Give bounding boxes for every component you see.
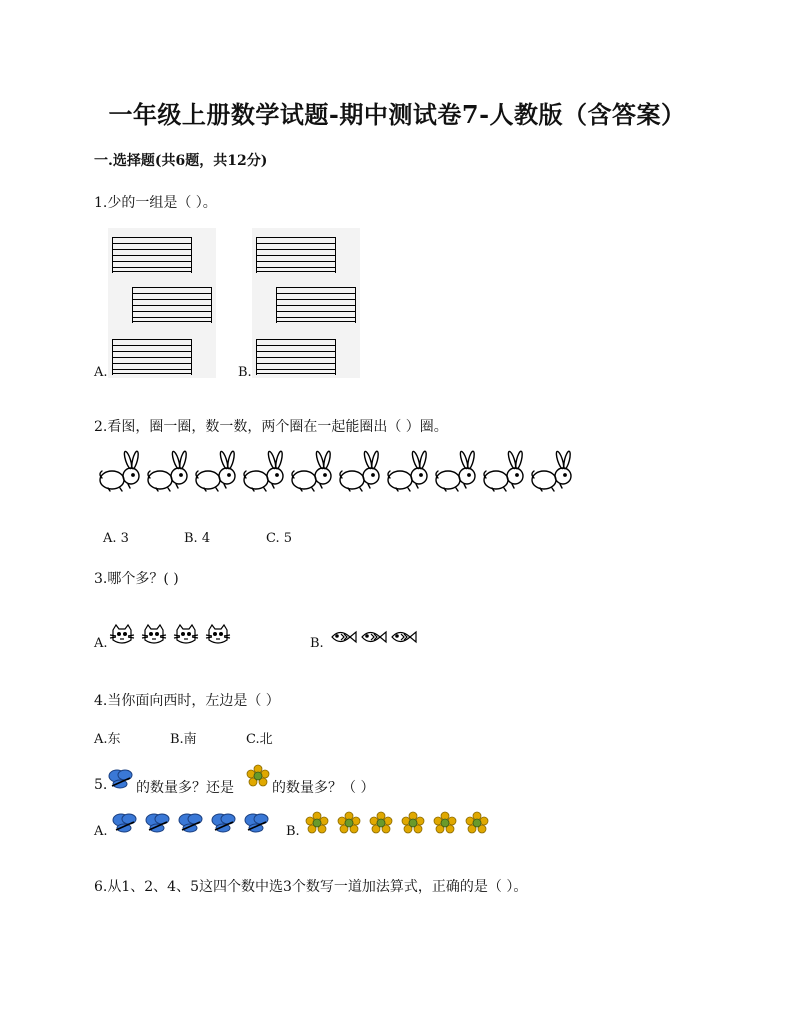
cat-icon: [206, 625, 230, 643]
option-a-label: A.: [94, 824, 108, 839]
option-c: C. 5: [266, 531, 293, 546]
rabbit-icon: [196, 451, 236, 491]
option-a: A.东: [94, 732, 121, 747]
question-5-text-part1: 的数量多？还是: [136, 780, 234, 796]
butterfly-icon: [179, 814, 202, 832]
rabbit-icon: [244, 451, 284, 491]
option-a: A. 3: [103, 531, 129, 546]
question-number: 6.: [94, 879, 108, 895]
option-a-label: A.: [94, 636, 108, 651]
rabbit-icon: [148, 451, 188, 491]
rabbit-icon: [340, 451, 380, 491]
butterfly-icon: [108, 768, 134, 792]
question-number: 4.: [94, 693, 108, 709]
cat-icon: [110, 625, 134, 643]
option-b-label: B.: [286, 824, 300, 839]
flower-icon: [370, 812, 392, 833]
line-group: [276, 287, 356, 323]
flower-icon: [434, 812, 456, 833]
line-group: [132, 287, 212, 323]
flower-icon: [338, 812, 360, 833]
option-a-butterflies: [112, 812, 272, 838]
line-group: [112, 339, 192, 375]
flower-icon: [466, 812, 488, 833]
line-group: [256, 237, 336, 273]
question-text: 当你面向西时，左边是（ ）: [107, 693, 280, 709]
option-b: B. 4: [184, 531, 211, 546]
option-b-flowers: [306, 812, 496, 838]
option-b-fish: [330, 628, 420, 648]
question-number: 5.: [94, 777, 108, 793]
line-group: [256, 339, 336, 375]
question-3: [94, 568, 179, 588]
page-title: 一年级上册数学试题-期中测试卷7-人教版（含答案）: [108, 100, 686, 129]
option-b-label: B.: [310, 636, 324, 651]
option-c: C.北: [246, 732, 273, 747]
butterfly-icon: [113, 814, 136, 832]
question-text: 少的一组是（ ）。: [107, 195, 217, 211]
question-5: [94, 777, 107, 793]
cat-icon: [142, 625, 166, 643]
rabbit-icon: [292, 451, 332, 491]
option-a-lines-figure: [108, 228, 216, 378]
question-4: [94, 690, 280, 710]
butterfly-icon: [212, 814, 235, 832]
question-text: 从1、2、4、5这四个数中选3个数写一道加法算式，正确的是（ ）。: [107, 879, 528, 895]
butterfly-icon: [146, 814, 169, 832]
fish-icon: [362, 632, 386, 642]
line-group: [112, 237, 192, 273]
rabbit-icon: [484, 451, 524, 491]
rabbit-icon: [532, 451, 572, 491]
question-number: 3.: [94, 571, 108, 587]
question-1: [94, 192, 217, 212]
flower-icon: [306, 812, 328, 833]
option-b-label: B.: [238, 365, 252, 380]
rabbit-icon: [388, 451, 428, 491]
option-b: B.南: [170, 732, 197, 747]
option-a-cats: [110, 624, 234, 648]
butterfly-icon: [245, 814, 268, 832]
flower-icon: [402, 812, 424, 833]
cat-icon: [174, 625, 198, 643]
section-header: 一.选择题(共6题，共12分): [94, 153, 268, 169]
question-5-text-part2: 的数量多？（ ）: [272, 780, 375, 796]
fish-icon: [392, 632, 416, 642]
question-text: 看图，圈一圈，数一数，两个圈在一起能圈出（ ）圈。: [107, 419, 448, 435]
flower-icon: [247, 765, 269, 789]
option-b-lines-figure: [252, 228, 360, 378]
question-6: [94, 876, 527, 896]
question-2: [94, 416, 448, 436]
option-a-label: A.: [94, 365, 108, 380]
question-text: 哪个多？( ): [107, 571, 179, 587]
fish-icon: [332, 632, 356, 642]
rabbit-icon: [436, 451, 476, 491]
rabbit-icon: [100, 451, 140, 491]
question-number: 1.: [94, 195, 108, 211]
question-number: 2.: [94, 419, 108, 435]
rabbits-row: [98, 450, 578, 494]
